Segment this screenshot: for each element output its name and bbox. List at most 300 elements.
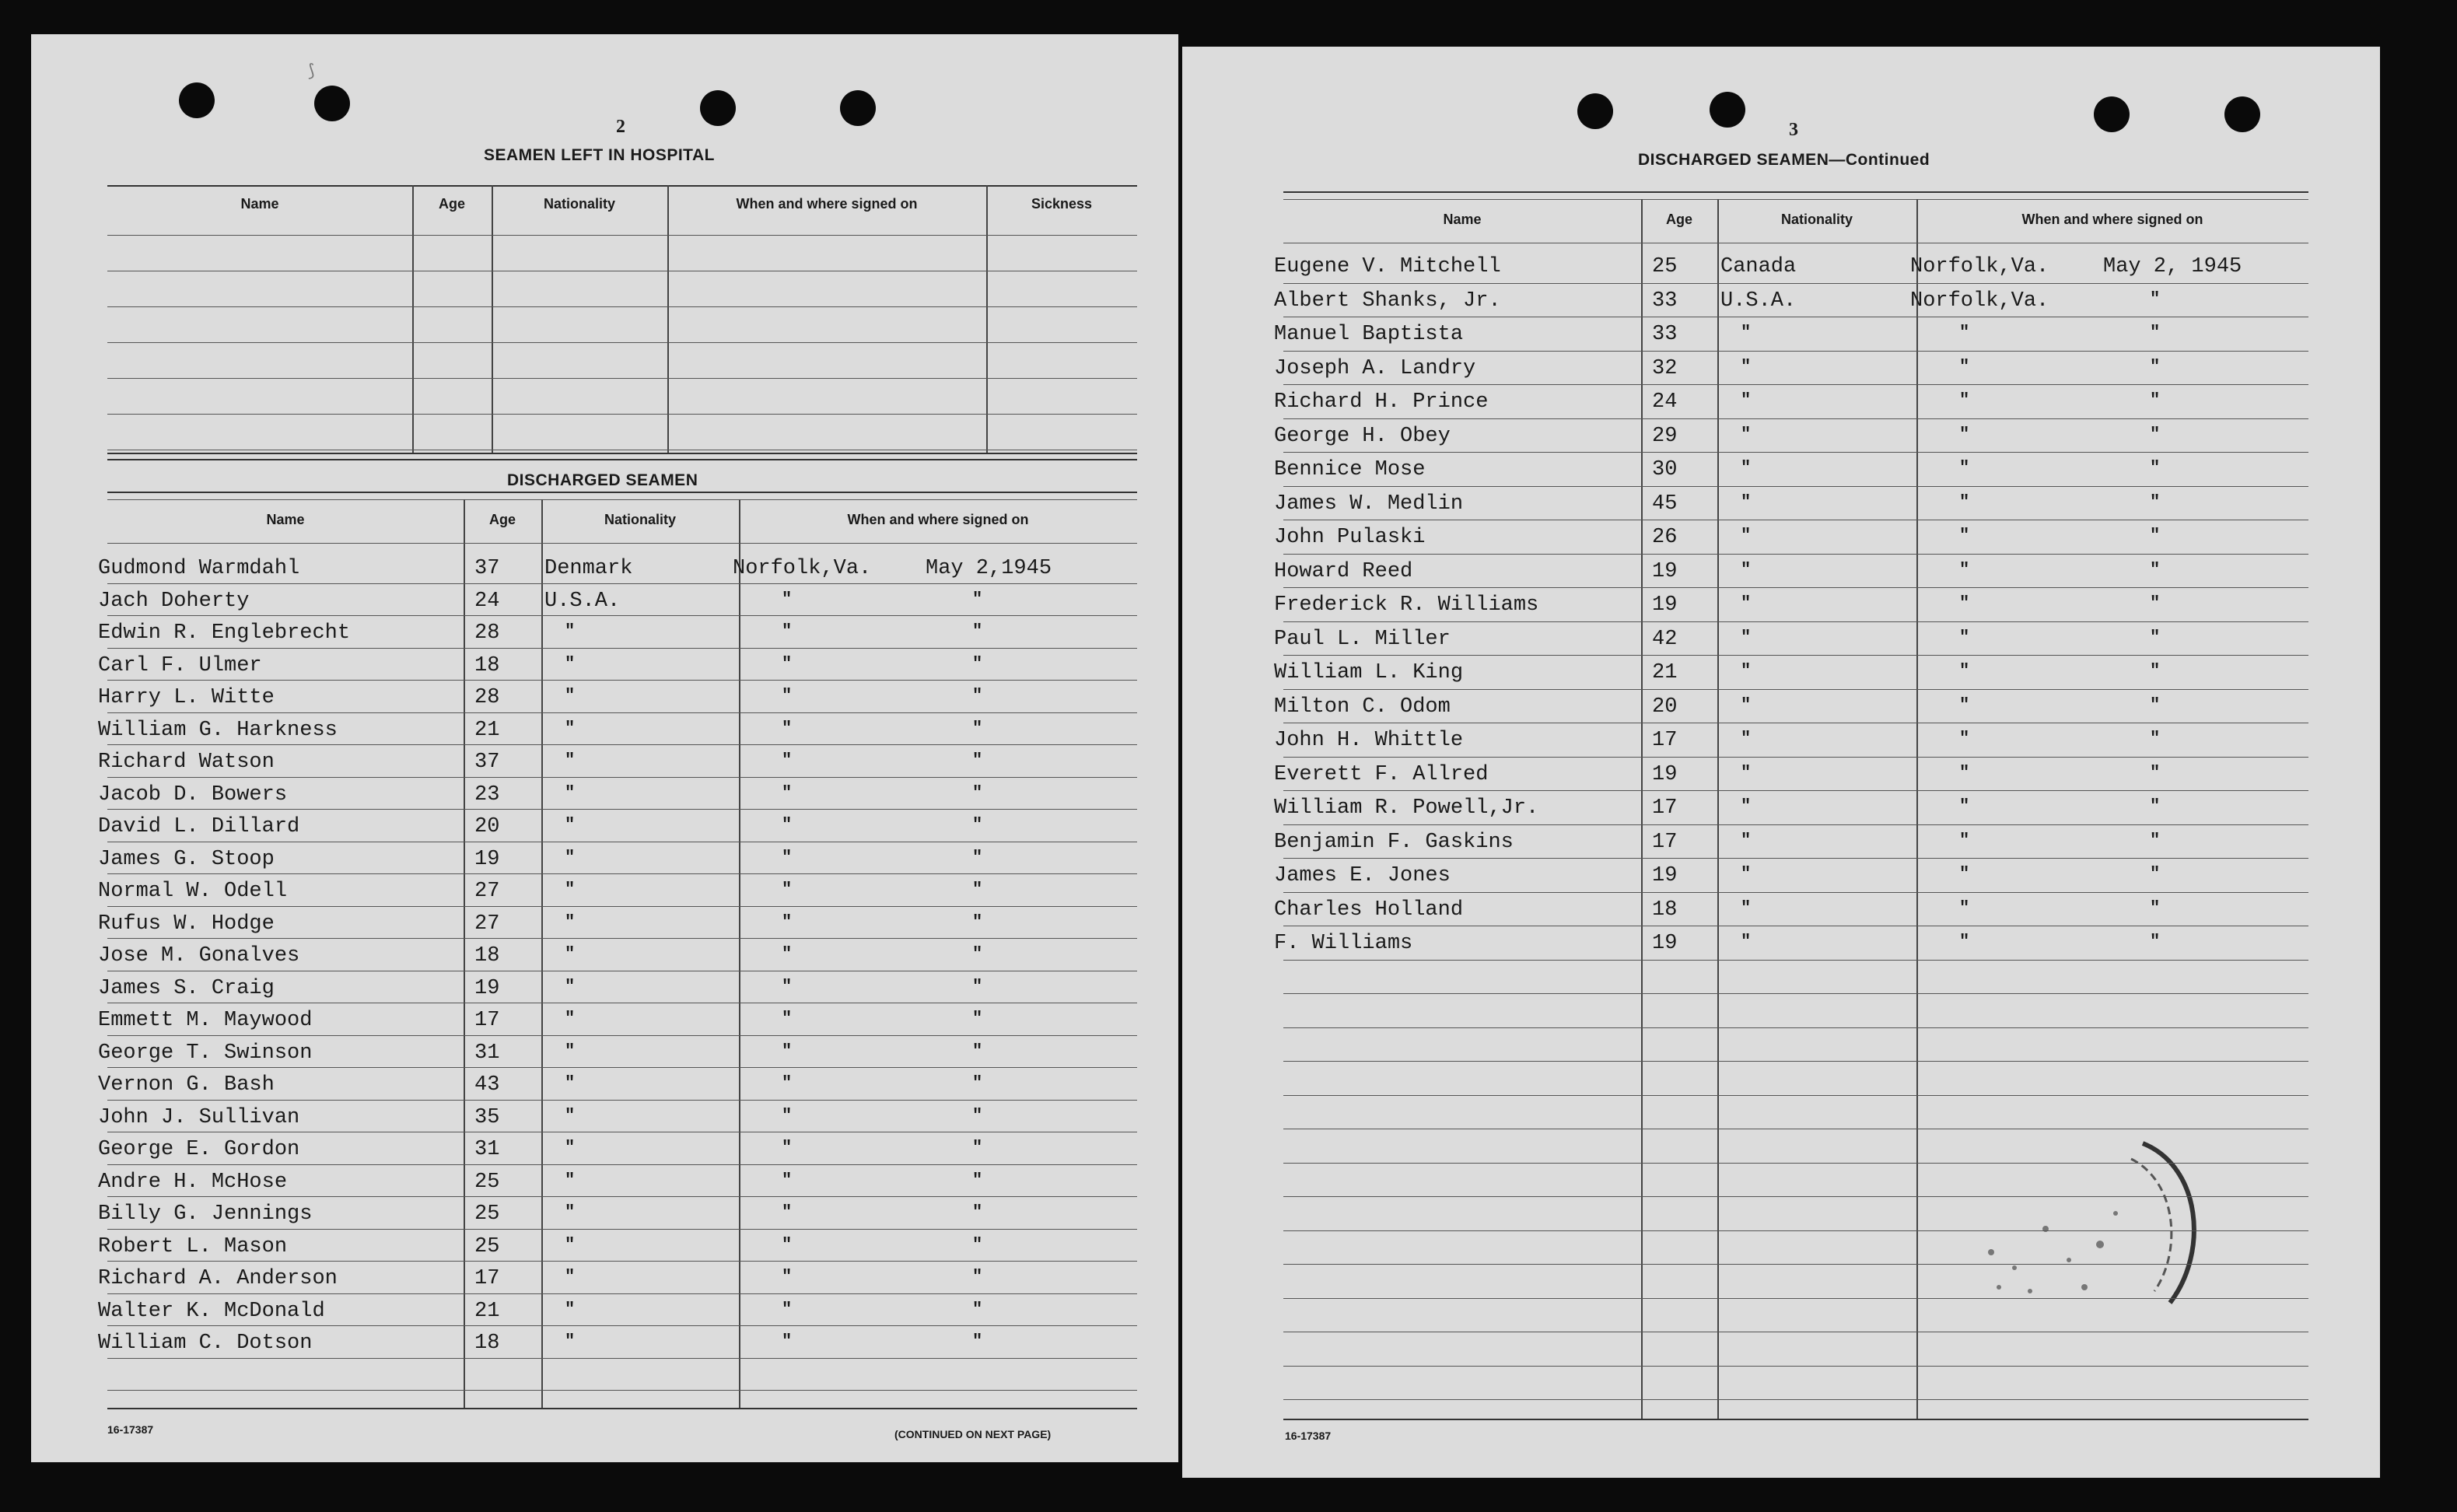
seaman-age: 37 (474, 557, 500, 580)
signed-on-date: " (972, 912, 983, 932)
column-header: Nationality (604, 512, 676, 527)
seaman-nationality: " (565, 751, 576, 770)
seaman-nationality: " (565, 1009, 576, 1028)
signed-on-date: " (972, 751, 983, 770)
signed-on-place: Norfolk,Va. (1910, 255, 2049, 278)
signed-on-place: " (1959, 526, 1970, 545)
form-number: 16-17387 (107, 1423, 154, 1436)
seaman-age: 33 (1652, 289, 1678, 313)
seaman-age: 19 (1652, 762, 1678, 786)
signed-on-date: " (972, 880, 983, 899)
seaman-nationality: " (1741, 458, 1752, 478)
ruled-line (1283, 1366, 2308, 1367)
form-number: 16-17387 (1285, 1430, 1332, 1442)
ruled-line (1283, 1061, 2308, 1062)
signed-on-place: " (1959, 390, 1970, 410)
ruled-line (1283, 790, 2308, 791)
column-header: Nationality (543, 196, 615, 212)
column-header: Sickness (1031, 196, 1093, 212)
signed-on-place: " (1959, 356, 1970, 376)
seaman-name: Manuel Baptista (1274, 323, 1464, 346)
seaman-name: Normal W. Odell (98, 880, 288, 903)
column-header: Name (266, 512, 305, 527)
seaman-nationality: " (1741, 661, 1752, 681)
signed-on-date: " (2150, 424, 2161, 444)
seaman-nationality: " (565, 621, 576, 641)
ruled-line (107, 712, 1137, 713)
punch-hole (314, 86, 350, 121)
seaman-nationality: " (565, 686, 576, 705)
seaman-name: William L. King (1274, 661, 1464, 684)
signed-on-place: " (1959, 695, 1970, 715)
signed-on-place: " (1959, 323, 1970, 342)
seaman-name: Walter K. McDonald (98, 1299, 325, 1323)
seaman-nationality: " (565, 944, 576, 964)
seaman-name: John Pulaski (1274, 526, 1426, 549)
seaman-name: Richard A. Anderson (98, 1267, 338, 1290)
seaman-name: James S. Craig (98, 976, 275, 1000)
seaman-nationality: " (1741, 762, 1752, 782)
ruled-line (107, 873, 1137, 874)
seaman-age: 25 (474, 1234, 500, 1258)
seaman-nationality: " (1741, 627, 1752, 647)
column-header: Age (1665, 212, 1692, 227)
seaman-age: 27 (474, 912, 500, 936)
page-number: 2 (616, 117, 625, 137)
signed-on-date: " (2150, 289, 2161, 309)
signed-on-place: Norfolk,Va. (733, 557, 872, 580)
ruled-line (107, 414, 1137, 415)
column-rule (1916, 199, 1918, 1419)
seaman-nationality: " (1741, 864, 1752, 884)
signed-on-place: " (782, 589, 793, 609)
ruled-line (107, 583, 1137, 584)
seaman-age: 25 (474, 1170, 500, 1194)
signed-on-date: " (2150, 526, 2161, 545)
signed-on-date: " (972, 686, 983, 705)
table-rule (107, 459, 1137, 460)
seaman-age: 43 (474, 1073, 500, 1097)
column-rule (464, 499, 465, 1408)
seaman-name: Eugene V. Mitchell (1274, 255, 1501, 278)
signed-on-date: " (2150, 796, 2161, 816)
seaman-age: 21 (474, 718, 500, 742)
seaman-nationality: " (565, 1073, 576, 1093)
ruled-line (107, 777, 1137, 778)
table-rule (107, 492, 1137, 493)
seaman-age: 25 (1652, 255, 1678, 278)
seaman-name: James E. Jones (1274, 864, 1451, 887)
column-rule (986, 185, 988, 453)
seaman-name: Carl F. Ulmer (98, 653, 262, 677)
signed-on-date: " (972, 1267, 983, 1286)
ruled-line (1283, 655, 2308, 656)
seaman-name: Vernon G. Bash (98, 1073, 275, 1097)
seaman-age: 23 (474, 782, 500, 807)
signed-on-place: " (782, 1234, 793, 1255)
ruled-line (107, 1358, 1137, 1359)
signed-on-place: " (1959, 932, 1970, 951)
seaman-nationality: U.S.A. (1720, 289, 1797, 313)
column-header: Age (438, 196, 465, 212)
seaman-age: 32 (1652, 356, 1678, 380)
ruled-line (107, 1196, 1137, 1197)
column-rule (1717, 199, 1719, 1419)
ruled-line (1283, 1027, 2308, 1028)
signed-on-date: " (2150, 559, 2161, 579)
seaman-name: Joseph A. Landry (1274, 356, 1476, 380)
seaman-nationality: " (565, 1202, 576, 1222)
punch-hole (2094, 96, 2130, 132)
seaman-nationality: " (565, 847, 576, 867)
seaman-nationality: " (1741, 424, 1752, 444)
punch-hole (840, 90, 876, 126)
seaman-age: 19 (1652, 593, 1678, 617)
signed-on-place: " (782, 686, 793, 705)
seaman-name: Rufus W. Hodge (98, 912, 275, 936)
seaman-name: F. Williams (1274, 932, 1413, 955)
ruled-line (107, 1100, 1137, 1101)
signed-on-date: " (2150, 830, 2161, 850)
seaman-age: 19 (1652, 864, 1678, 887)
seaman-nationality: " (1741, 830, 1752, 850)
ruled-line (1283, 892, 2308, 893)
ruled-line (107, 615, 1137, 616)
seaman-name: George H. Obey (1274, 424, 1451, 448)
signed-on-place: " (782, 718, 793, 738)
signed-on-date: " (2150, 898, 2161, 918)
signed-on-date: " (2150, 729, 2161, 748)
signed-on-date: May 2, 1945 (2103, 255, 2242, 278)
signed-on-date: " (2150, 390, 2161, 410)
column-rule (1641, 199, 1643, 1419)
seaman-age: 17 (474, 1267, 500, 1290)
seaman-name: Albert Shanks, Jr. (1274, 289, 1501, 313)
signed-on-date: " (972, 1105, 983, 1125)
signed-on-place: " (782, 621, 793, 641)
seaman-nationality: Denmark (544, 557, 633, 580)
seaman-nationality: " (565, 1170, 576, 1190)
signed-on-place: " (1959, 762, 1970, 782)
column-rule (667, 185, 669, 453)
signed-on-place: " (1959, 492, 1970, 512)
signed-on-date: " (2150, 356, 2161, 376)
column-header: When and where signed on (736, 196, 918, 212)
hospital-section-title: SEAMEN LEFT IN HOSPITAL (484, 146, 715, 164)
seaman-age: 17 (1652, 729, 1678, 752)
seaman-nationality: " (1741, 323, 1752, 342)
seaman-nationality: " (1741, 593, 1752, 613)
signed-on-place: Norfolk,Va. (1910, 289, 2049, 313)
seaman-name: James W. Medlin (1274, 492, 1464, 516)
ruled-line (1283, 1095, 2308, 1096)
ruled-line (1283, 621, 2308, 622)
seaman-nationality: " (565, 976, 576, 996)
signed-on-place: " (782, 912, 793, 932)
seaman-nationality: " (1741, 526, 1752, 545)
seaman-nationality: " (1741, 492, 1752, 512)
seaman-age: 28 (474, 621, 500, 645)
signed-on-place: " (1959, 796, 1970, 816)
seaman-age: 26 (1652, 526, 1678, 549)
ruled-line (107, 306, 1137, 307)
ruled-line (1283, 486, 2308, 487)
seaman-nationality: " (565, 1267, 576, 1286)
seaman-nationality: " (1741, 695, 1752, 715)
table-rule (1283, 1419, 2308, 1420)
ruled-line (1283, 960, 2308, 961)
punch-hole (179, 82, 215, 118)
ruled-line (107, 1261, 1137, 1262)
signed-on-place: " (1959, 830, 1970, 850)
signed-on-place: " (782, 1105, 793, 1125)
seaman-name: Jose M. Gonalves (98, 944, 300, 968)
signed-on-place: " (1959, 559, 1970, 579)
seaman-name: Bennice Mose (1274, 458, 1426, 481)
signed-on-date: " (972, 1009, 983, 1028)
signed-on-place: " (1959, 627, 1970, 647)
signed-on-date: " (972, 1170, 983, 1190)
seaman-name: John J. Sullivan (98, 1105, 300, 1129)
ruled-line (1283, 554, 2308, 555)
signed-on-date: " (972, 1138, 983, 1157)
signed-on-place: " (782, 1138, 793, 1157)
seaman-name: Andre H. McHose (98, 1170, 288, 1194)
table-rule (107, 499, 1137, 500)
signed-on-date: " (2150, 864, 2161, 884)
seaman-name: Charles Holland (1274, 898, 1464, 922)
seaman-name: William G. Harkness (98, 718, 338, 742)
signed-on-date: " (2150, 593, 2161, 613)
ruled-line (107, 1390, 1137, 1391)
table-rule (1283, 199, 2308, 200)
seaman-age: 24 (1652, 390, 1678, 414)
table-rule (107, 185, 1137, 187)
seaman-name: Milton C. Odom (1274, 695, 1451, 719)
column-rule (492, 185, 493, 453)
signed-on-date: " (972, 847, 983, 867)
seaman-age: 35 (474, 1105, 500, 1129)
table-rule (1283, 191, 2308, 193)
seaman-name: Frederick R. Williams (1274, 593, 1539, 617)
signed-on-date: " (972, 1202, 983, 1222)
signed-on-place: " (782, 1041, 793, 1061)
seaman-name: Benjamin F. Gaskins (1274, 830, 1514, 854)
signed-on-date: " (2150, 492, 2161, 512)
signed-on-date: " (2150, 762, 2161, 782)
table-rule (107, 1408, 1137, 1409)
seaman-name: George E. Gordon (98, 1138, 300, 1161)
seaman-age: 33 (1652, 323, 1678, 346)
ruled-line (1283, 283, 2308, 284)
seaman-nationality: " (565, 782, 576, 803)
ruled-line (1283, 452, 2308, 453)
column-header: When and where signed on (2021, 212, 2203, 227)
signed-on-date: " (2150, 627, 2161, 647)
signed-on-date: " (972, 976, 983, 996)
seaman-age: 31 (474, 1041, 500, 1065)
ruled-line (107, 1164, 1137, 1165)
header-rule (107, 543, 1137, 544)
ruled-line (1283, 1230, 2308, 1231)
seaman-age: 27 (474, 880, 500, 903)
signed-on-place: " (1959, 424, 1970, 444)
punch-hole (1710, 92, 1745, 128)
seaman-age: 18 (474, 944, 500, 968)
signed-on-place: " (782, 653, 793, 674)
signed-on-place: " (1959, 864, 1970, 884)
ruled-line (1283, 418, 2308, 419)
signed-on-place: " (782, 1267, 793, 1286)
seaman-age: 18 (1652, 898, 1678, 922)
signed-on-place: " (782, 1332, 793, 1351)
seaman-age: 29 (1652, 424, 1678, 448)
ruled-line (107, 1293, 1137, 1294)
seaman-nationality: " (565, 880, 576, 899)
seaman-nationality: " (1741, 559, 1752, 579)
signed-on-date: " (972, 1234, 983, 1255)
signed-on-place: " (782, 1073, 793, 1093)
seaman-name: Paul L. Miller (1274, 627, 1451, 651)
signed-on-place: " (782, 1170, 793, 1190)
signed-on-date: " (972, 1073, 983, 1093)
ruled-line (1283, 689, 2308, 690)
ruled-line (1283, 384, 2308, 385)
seaman-nationality: " (565, 912, 576, 932)
seaman-name: Edwin R. Englebrecht (98, 621, 351, 645)
seaman-name: Everett F. Allred (1274, 762, 1489, 786)
signed-on-date: " (972, 1041, 983, 1061)
seaman-nationality: U.S.A. (544, 589, 621, 613)
pencil-mark: ⟆ (308, 61, 315, 80)
postmark-stamp (1944, 1136, 2224, 1322)
ruled-line (107, 342, 1137, 343)
seaman-age: 37 (474, 751, 500, 774)
continued-note: (CONTINUED ON NEXT PAGE) (894, 1428, 1052, 1440)
seaman-nationality: Canada (1720, 255, 1797, 278)
signed-on-place: " (782, 847, 793, 867)
signed-on-date: " (2150, 661, 2161, 681)
seaman-age: 19 (1652, 559, 1678, 583)
ruled-line (107, 1325, 1137, 1326)
ruled-line (107, 680, 1137, 681)
column-rule (739, 499, 740, 1408)
seaman-age: 19 (474, 847, 500, 871)
signed-on-place: " (1959, 661, 1970, 681)
seaman-age: 20 (1652, 695, 1678, 719)
seaman-nationality: " (1741, 932, 1752, 951)
seaman-nationality: " (1741, 390, 1752, 410)
signed-on-place: " (1959, 458, 1970, 478)
ruled-line (107, 648, 1137, 649)
ruled-line (1283, 993, 2308, 994)
seaman-nationality: " (565, 1138, 576, 1157)
column-header: Nationality (1780, 212, 1853, 227)
seaman-name: Richard Watson (98, 751, 275, 774)
seaman-nationality: " (565, 653, 576, 674)
signed-on-place: " (1959, 729, 1970, 748)
seaman-age: 24 (474, 589, 500, 613)
signed-on-place: " (782, 782, 793, 803)
ruled-line (107, 744, 1137, 745)
column-header: When and where signed on (847, 512, 1029, 527)
signed-on-date: " (2150, 932, 2161, 951)
seaman-nationality: " (565, 1332, 576, 1351)
punch-hole (700, 90, 736, 126)
signed-on-place: " (782, 815, 793, 835)
signed-on-date: " (972, 944, 983, 964)
signed-on-date: " (972, 718, 983, 738)
column-header: Age (488, 512, 516, 527)
signed-on-date: " (972, 1299, 983, 1319)
column-header: Name (1443, 212, 1482, 227)
seaman-name: Jacob D. Bowers (98, 782, 288, 807)
table-rule (107, 453, 1137, 454)
signed-on-date: " (972, 815, 983, 835)
seaman-age: 17 (474, 1009, 500, 1032)
ruled-line (1283, 1163, 2308, 1164)
signed-on-place: " (782, 1299, 793, 1319)
seaman-name: William R. Powell,Jr. (1274, 796, 1539, 820)
seaman-age: 19 (1652, 932, 1678, 955)
signed-on-date: " (972, 653, 983, 674)
seaman-nationality: " (565, 1299, 576, 1319)
ruled-line (1283, 587, 2308, 588)
ruled-line (107, 1067, 1137, 1068)
seaman-nationality: " (565, 1041, 576, 1061)
page-number: 3 (1789, 120, 1798, 140)
seaman-nationality: " (1741, 898, 1752, 918)
ruled-line (1283, 1298, 2308, 1299)
ruled-line (107, 235, 1137, 236)
seaman-age: 28 (474, 686, 500, 709)
ruled-line (1283, 351, 2308, 352)
seaman-age: 25 (474, 1202, 500, 1226)
seaman-name: Emmett M. Maywood (98, 1009, 313, 1032)
seaman-nationality: " (565, 1234, 576, 1255)
signed-on-date: May 2,1945 (926, 557, 1052, 580)
punch-hole (2224, 96, 2260, 132)
seaman-age: 21 (474, 1299, 500, 1323)
seaman-nationality: " (565, 815, 576, 835)
ruled-line (107, 906, 1137, 907)
signed-on-place: " (782, 751, 793, 770)
ruled-line (1283, 1399, 2308, 1400)
seaman-name: Howard Reed (1274, 559, 1413, 583)
column-rule (541, 499, 543, 1408)
ruled-line (1283, 1264, 2308, 1265)
ruled-line (1283, 858, 2308, 859)
signed-on-place: " (782, 1009, 793, 1028)
seaman-nationality: " (565, 718, 576, 738)
seaman-age: 18 (474, 1332, 500, 1355)
seaman-nationality: " (1741, 729, 1752, 748)
seaman-name: Gudmond Warmdahl (98, 557, 300, 580)
ruled-line (107, 378, 1137, 379)
ruled-line (107, 938, 1137, 939)
ruled-line (107, 1229, 1137, 1230)
ruled-line (107, 809, 1137, 810)
signed-on-date: " (2150, 458, 2161, 478)
seaman-age: 17 (1652, 830, 1678, 854)
seaman-age: 31 (474, 1138, 500, 1161)
seaman-name: Richard H. Prince (1274, 390, 1489, 414)
seaman-name: Robert L. Mason (98, 1234, 288, 1258)
seaman-name: George T. Swinson (98, 1041, 313, 1065)
seaman-age: 19 (474, 976, 500, 1000)
seaman-name: John H. Whittle (1274, 729, 1464, 752)
ruled-line (1283, 824, 2308, 825)
